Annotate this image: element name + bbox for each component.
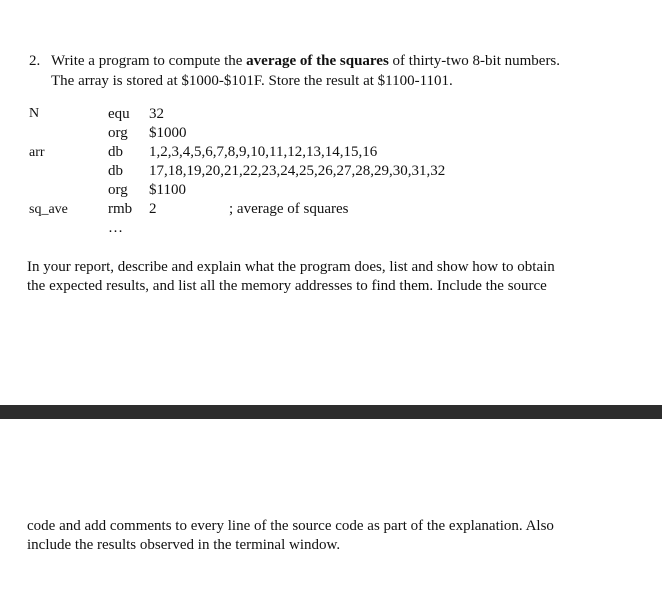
question-line-1-post: of thirty-two 8-bit numbers.: [388, 53, 561, 69]
code-opcode: db: [108, 163, 123, 179]
question-line-2: The array is stored at $1000-$101F. Store the result at $1100-1101.: [51, 73, 453, 89]
paragraph-line: code and add comments to every line of the source code as part of the explanation. Also: [27, 518, 554, 534]
question-emphasis: average of the squares: [246, 53, 389, 69]
code-operand: 2: [149, 201, 157, 217]
code-operand: 1,2,3,4,5,6,7,8,9,10,11,12,13,14,15,16: [149, 144, 378, 160]
question-text: [29, 51, 560, 91]
paragraph-line: In your report, describe and explain what the program does, list and show how to obtain: [27, 259, 555, 275]
code-operand: $1100: [149, 182, 186, 198]
code-label: arr: [29, 145, 45, 160]
code-opcode: db: [108, 144, 123, 160]
code-operand: $1000: [149, 125, 187, 141]
code-opcode: equ: [108, 106, 130, 122]
question-line-1-pre: Write a program to compute the: [51, 53, 247, 69]
instructions-paragraph-2: [27, 517, 554, 555]
question-number: 2.: [29, 53, 41, 69]
instructions-paragraph-1: [27, 258, 555, 296]
paragraph-line: the expected results, and list all the memory addresses to find them. Include the source: [27, 278, 547, 294]
code-label: sq_ave: [29, 202, 68, 217]
code-operand: 32: [149, 106, 164, 122]
code-label: N: [29, 106, 40, 121]
code-opcode: rmb: [108, 201, 133, 217]
paragraph-line: include the results observed in the terminal window.: [27, 537, 341, 553]
question-line-1: [29, 51, 560, 71]
code-operand: 17,18,19,20,21,22,23,24,25,26,27,28,29,30,31,32: [149, 163, 446, 179]
code-opcode: org: [108, 125, 128, 141]
code-comment: ; average of squares: [229, 201, 349, 217]
page-divider: [0, 405, 662, 419]
code-opcode: org: [108, 182, 128, 198]
code-ellipsis: …: [108, 220, 123, 236]
